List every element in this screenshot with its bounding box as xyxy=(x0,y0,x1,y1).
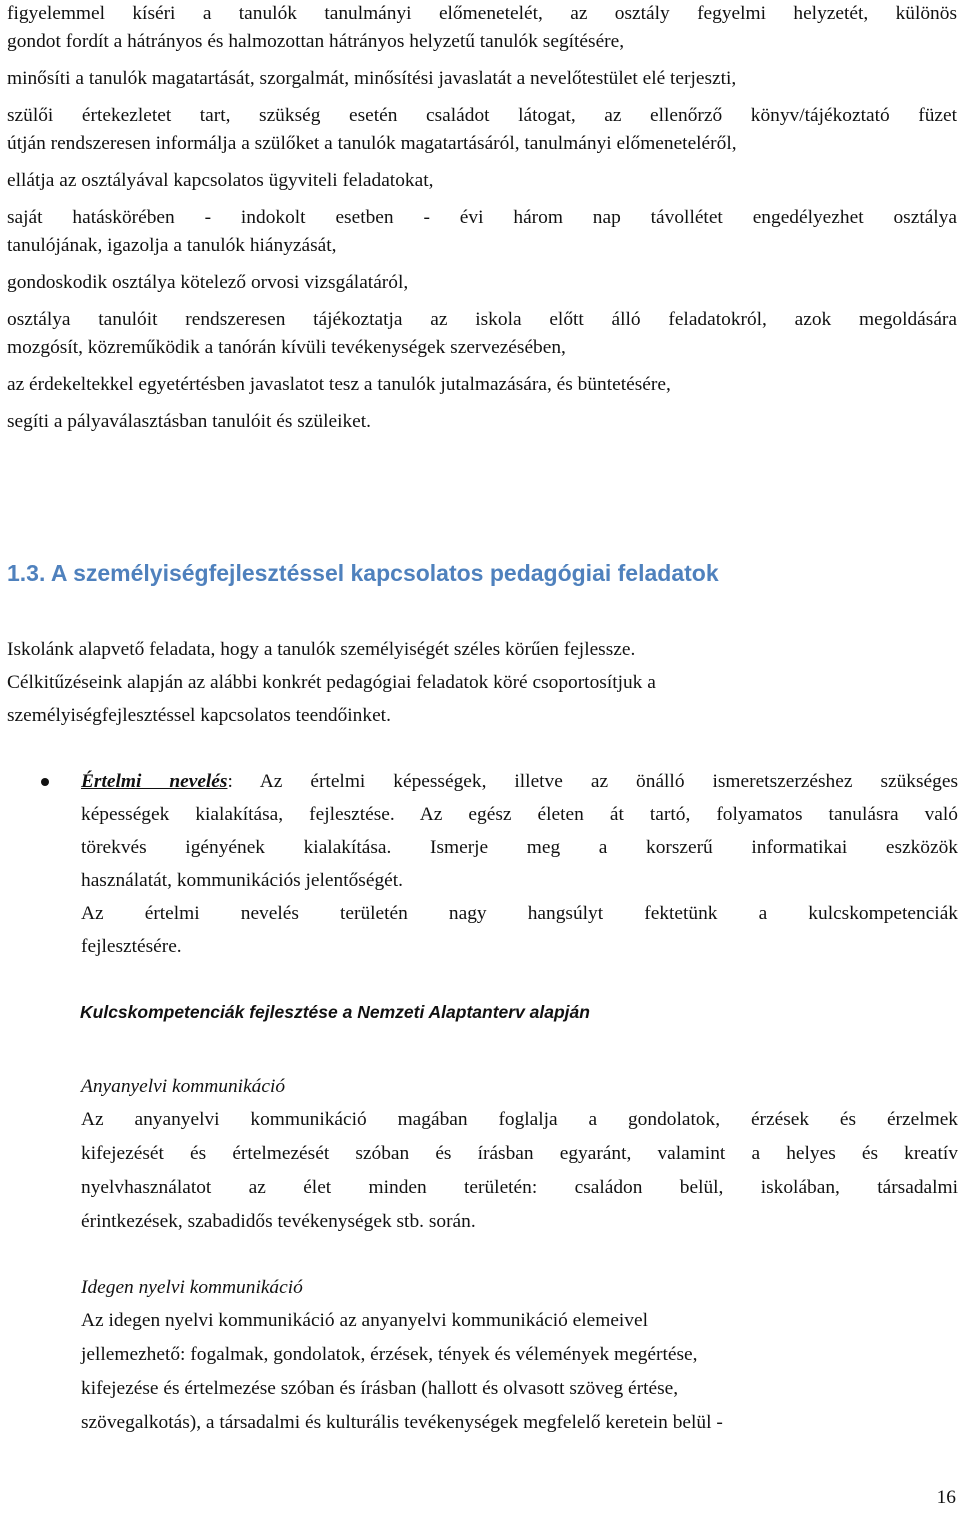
text-line: fejlesztésére. xyxy=(81,936,182,957)
section-title: A személyiségfejlesztéssel kapcsolatos pedagógiai feladatok xyxy=(50,560,719,586)
duty-paragraph xyxy=(7,0,957,56)
text-line: Az idegen nyelvi kommunikáció az anyanyelvi kommunikáció elemeivel xyxy=(81,1310,648,1331)
bullet-text xyxy=(81,765,958,963)
text-line: Az anyanyelvi kommunikáció magában foglalja a gondolatok, érzések és érzelmek xyxy=(81,1109,958,1130)
text-line: figyelemmel kíséri a tanulók tanulmányi előmenetelét, az osztály fegyelmi helyzetét, különös xyxy=(7,3,957,24)
competency-title: Anyanyelvi kommunikáció xyxy=(81,1076,286,1097)
competency-block xyxy=(81,1271,958,1440)
text-line: szövegalkotás), a társadalmi és kulturális tevékenységek megfelelő keretein belül - xyxy=(81,1412,723,1433)
text-line: személyiségfejlesztéssel kapcsolatos teendőinket. xyxy=(7,705,391,726)
text-line: útján rendszeresen informálja a szülőket a tanulók magatartásáról, tanulmányi előmeneteléről, xyxy=(7,133,737,154)
text-line: Iskolánk alapvető feladata, hogy a tanulók személyiségét széles körűen fejlessze. xyxy=(7,639,636,660)
text-line: gondoskodik osztálya kötelező orvosi vizsgálatáról, xyxy=(7,272,409,293)
text-line: mozgósít, közreműködik a tanórán kívüli tevékenységek szervezésében, xyxy=(7,337,566,358)
duty-paragraph xyxy=(7,269,957,297)
duty-paragraph xyxy=(7,204,957,260)
text-line: Célkitűzéseink alapján az alábbi konkrét pedagógiai feladatok köré csoportosítjuk a xyxy=(7,672,656,693)
text-line: jellemezhető: fogalmak, gondolatok, érzések, tények és vélemények megértése, xyxy=(81,1344,698,1365)
section-heading xyxy=(7,560,719,587)
competency-title: Idegen nyelvi kommunikáció xyxy=(81,1277,303,1298)
text-line: segíti a pályaválasztásban tanulóit és szüleiket. xyxy=(7,411,371,432)
section-intro xyxy=(7,633,952,732)
bullet-term: Értelmi nevelés xyxy=(81,771,228,792)
competency-block xyxy=(81,1070,958,1239)
text-line: használatát, kommunikációs jelentőségét. xyxy=(81,870,404,891)
text-line: Az értelmi nevelés területén nagy hangsúlyt fektetünk a kulcskompetenciák xyxy=(81,903,958,924)
text-line: minősíti a tanulók magatartását, szorgalmát, minősítési javaslatát a nevelőtestület elé terjeszti, xyxy=(7,68,737,89)
text-line: az érdekeltekkel egyetértésben javaslatot tesz a tanulók jutalmazására, és büntetésére, xyxy=(7,374,671,395)
duty-paragraph xyxy=(7,167,957,195)
text-line xyxy=(81,765,958,798)
text-line: nyelvhasználatot az élet minden területén: családon belül, iskolában, társadalmi xyxy=(81,1177,958,1198)
duty-paragraph xyxy=(7,65,957,93)
text-line: szülői értekezletet tart, szükség esetén családot látogat, az ellenőrző könyv/tájékoztató füzet xyxy=(7,105,957,126)
text-line: tanulójának, igazolja a tanulók hiányzását, xyxy=(7,235,337,256)
duty-paragraph xyxy=(7,102,957,158)
text-line: érintkezések, szabadidős tevékenységek stb. során. xyxy=(81,1211,476,1232)
subheading: Kulcskompetenciák fejlesztése a Nemzeti Alaptanterv alapján xyxy=(80,1002,590,1022)
page-number: 16 xyxy=(936,1487,956,1508)
text-line: képességek kialakítása, fejlesztése. Az egész életen át tartó, folyamatos tanulásra való xyxy=(81,804,958,825)
text-line: osztálya tanulóit rendszeresen tájékoztatja az iskola előtt álló feladatokról, azok megoldására xyxy=(7,309,957,330)
section-number: 1.3. xyxy=(7,560,46,586)
bullet-icon xyxy=(41,778,49,786)
duty-paragraph xyxy=(7,306,957,362)
text-line: kifejezése és értelmezése szóban és írásban (hallott és olvasott szöveg értése, xyxy=(81,1378,679,1399)
duty-paragraph xyxy=(7,408,957,436)
bullet-first-line: : Az értelmi képességek, illetve az önálló ismeretszerzéshez szükséges xyxy=(227,771,958,792)
text-line: törekvés igényének kialakítása. Ismerje meg a korszerű informatikai eszközök xyxy=(81,837,958,858)
text-line: saját hatáskörében - indokolt esetben - évi három nap távollétet engedélyezhet osztálya xyxy=(7,207,957,228)
text-line: ellátja az osztályával kapcsolatos ügyviteli feladatokat, xyxy=(7,170,434,191)
duty-paragraph xyxy=(7,371,957,399)
text-line: gondot fordít a hátrányos és halmozottan hátrányos helyzetű tanulók segítésére, xyxy=(7,31,625,52)
duties-list xyxy=(7,0,957,445)
text-line: kifejezését és értelmezését szóban és írásban egyaránt, valamint a helyes és kreatív xyxy=(81,1143,958,1164)
